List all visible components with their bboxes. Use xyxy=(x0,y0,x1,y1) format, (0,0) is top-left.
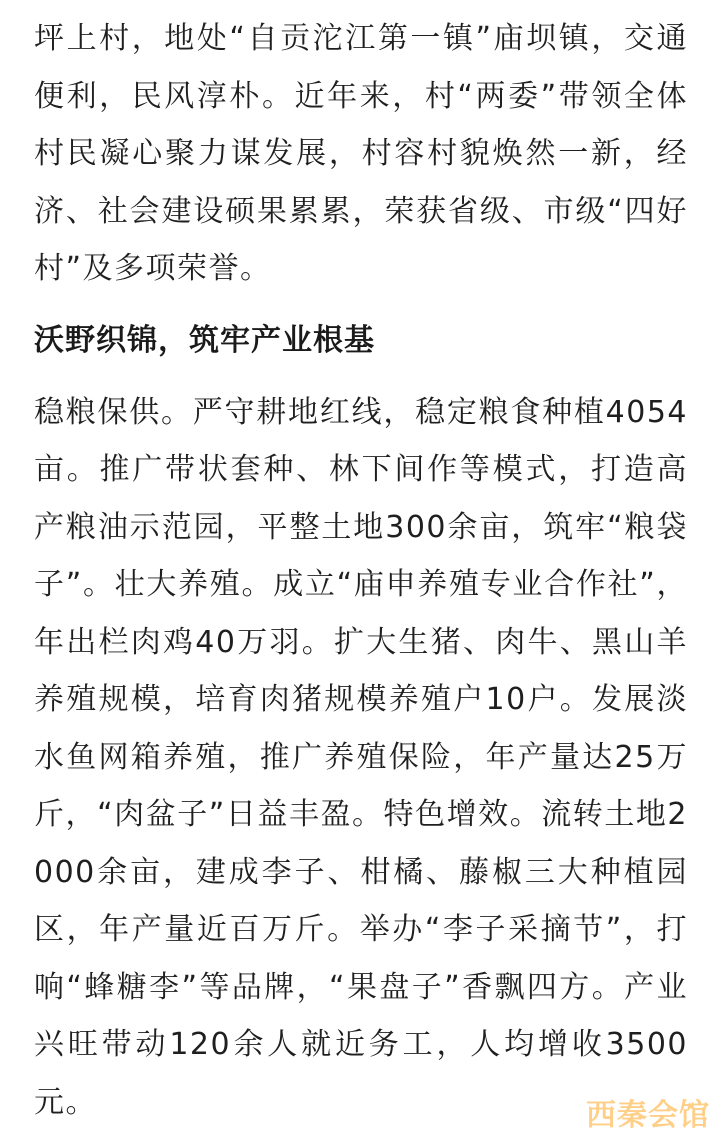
article-body xyxy=(34,10,688,1131)
section-paragraph: 稳粮保供。严守耕地红线，稳定粮食种植4054亩。推广带状套种、林下间作等模式，打造高产粮油示范园，平整土地300余亩，筑牢“粮袋子”。壮大养殖。成立“庙申养殖专业合作社”，年出栏肉鸡40万羽。扩大生猪、肉牛、黑山羊养殖规模，培育肉猪规模养殖户10户。发展淡水鱼网箱养殖，推广养殖保险，年产量达25万斤，“肉盆子”日益丰盈。特色增效。流转土地2000余亩，建成李子、柑橘、藤椒三大种植园区，年产量近百万斤。举办“李子采摘节”，打响“蜂糖李”等品牌，“果盘子”香飘四方。产业兴旺带动120余人就近务工，人均增收3500元。 xyxy=(34,394,688,1120)
intro-paragraph: 坪上村，地处“自贡沱江第一镇”庙坝镇，交通便利，民风淳朴。近年来，村“两委”带领全体村民凝心聚力谋发展，村容村貌焕然一新，经济、社会建设硕果累累，荣获省级、市级“四好村”及多项荣誉。 xyxy=(34,21,688,286)
watermark-logo: 西秦会馆 xyxy=(586,1098,710,1133)
section-heading: 沃野织锦，筑牢产业根基 xyxy=(34,322,375,358)
